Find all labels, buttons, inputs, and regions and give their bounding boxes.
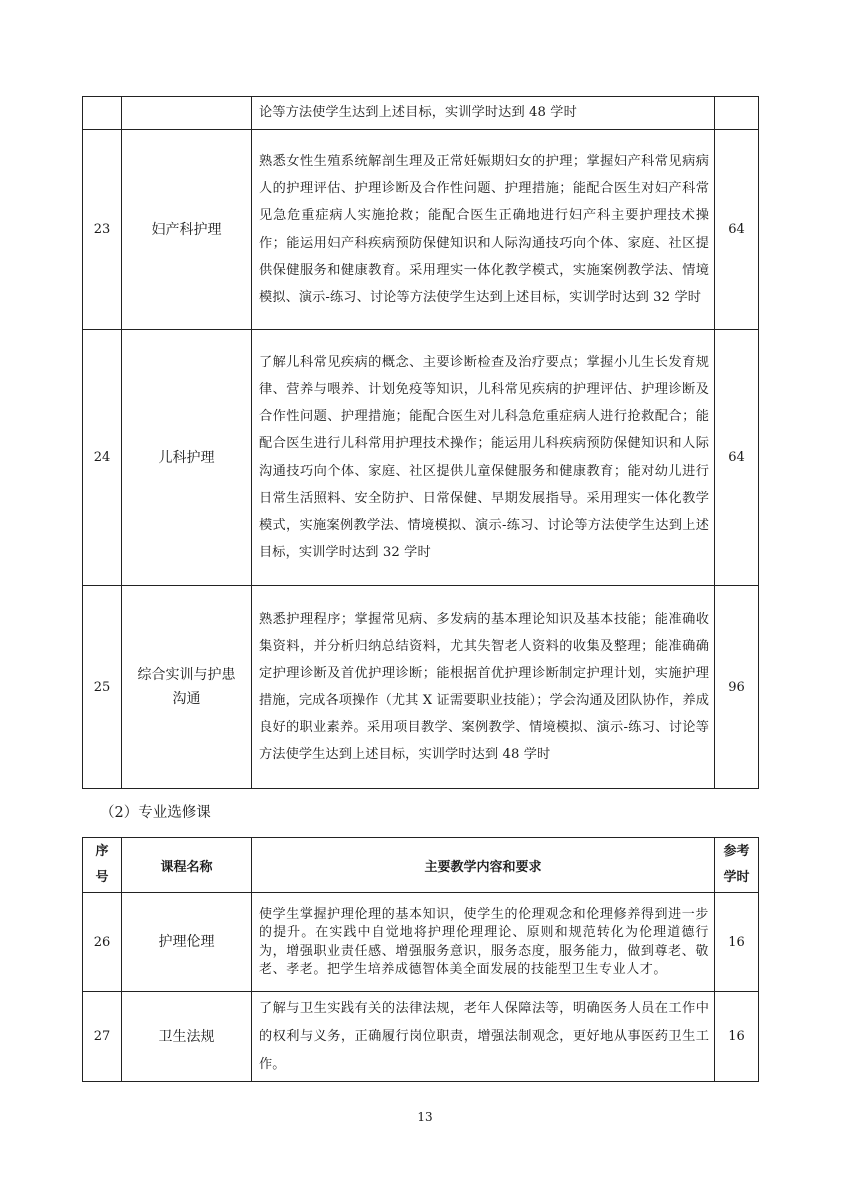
row-description: 使学生掌握护理伦理的基本知识，使学生的伦理观念和伦理修养得到进一步的提升。在实践中自觉地将护理伦理理论、原则和规范转化为伦理道德行为，增强职业责任感、增强服务意识，服务态度，服务能力，做到尊老、敬老、孝老。把学生培养成德智体美全面发展的技能型卫生专业人才。 bbox=[252, 893, 715, 992]
row-hours: 16 bbox=[715, 992, 759, 1082]
header-course-name: 课程名称 bbox=[122, 838, 252, 893]
row-hours: 16 bbox=[715, 893, 759, 992]
table-row bbox=[83, 992, 759, 1082]
row-course-name: 卫生法规 bbox=[122, 992, 252, 1082]
course-table-continued bbox=[82, 96, 759, 789]
table-row bbox=[83, 97, 759, 130]
row-seq: 24 bbox=[83, 330, 122, 586]
row-course-name: 护理伦理 bbox=[122, 893, 252, 992]
row-seq bbox=[83, 97, 122, 130]
row-course-name: 综合实训与护患沟通 bbox=[122, 586, 252, 789]
row-seq: 25 bbox=[83, 586, 122, 789]
row-hours: 64 bbox=[715, 130, 759, 330]
page-number: 13 bbox=[417, 1110, 433, 1124]
row-course-name: 儿科护理 bbox=[122, 330, 252, 586]
table-row bbox=[83, 586, 759, 789]
row-course-name: 妇产科护理 bbox=[122, 130, 252, 330]
header-hours: 参考学时 bbox=[715, 838, 759, 893]
row-description: 熟悉女性生殖系统解剖生理及正常妊娠期妇女的护理；掌握妇产科常见病病人的护理评估、护理诊断及合作性问题、护理措施；能配合医生对妇产科常见急危重症病人实施抢救；能配合医生正确地进行妇产科主要护理技术操作；能运用妇产科疾病预防保健知识和人际沟通技巧向个体、家庭、社区提供保健服务和健康教育。采用理实一体化教学模式，实施案例教学法、情境模拟、演示-练习、讨论等方法使学生达到上述目标，实训学时达到 32 学时 bbox=[252, 130, 715, 330]
row-hours bbox=[715, 97, 759, 130]
row-description: 了解与卫生实践有关的法律法规，老年人保障法等，明确医务人员在工作中的权利与义务，正确履行岗位职责，增强法制观念，更好地从事医药卫生工作。 bbox=[252, 992, 715, 1082]
header-description: 主要教学内容和要求 bbox=[252, 838, 715, 893]
section-title: （2）专业选修课 bbox=[100, 805, 211, 821]
row-description: 了解儿科常见疾病的概念、主要诊断检查及治疗要点；掌握小儿生长发育规律、营养与喂养、计划免疫等知识，儿科常见疾病的护理评估、护理诊断及合作性问题、护理措施；能配合医生对儿科急危重症病人进行抢救配合；能配合医生进行儿科常用护理技术操作；能运用儿科疾病预防保健知识和人际沟通技巧向个体、家庭、社区提供儿童保健服务和健康教育；能对幼儿进行日常生活照料、安全防护、日常保健、早期发展指导。采用理实一体化教学模式，实施案例教学法、情境模拟、演示-练习、讨论等方法使学生达到上述目标，实训学时达到 32 学时 bbox=[252, 330, 715, 586]
header-seq: 序号 bbox=[83, 838, 122, 893]
row-hours: 64 bbox=[715, 330, 759, 586]
table-header-row bbox=[83, 838, 759, 893]
table-row bbox=[83, 130, 759, 330]
row-seq: 23 bbox=[83, 130, 122, 330]
row-description: 论等方法使学生达到上述目标，实训学时达到 48 学时 bbox=[252, 97, 715, 130]
row-hours: 96 bbox=[715, 586, 759, 789]
table-row bbox=[83, 893, 759, 992]
row-course-name bbox=[122, 97, 252, 130]
elective-course-table bbox=[82, 837, 759, 1082]
row-seq: 26 bbox=[83, 893, 122, 992]
table-row bbox=[83, 330, 759, 586]
row-seq: 27 bbox=[83, 992, 122, 1082]
row-description: 熟悉护理程序；掌握常见病、多发病的基本理论知识及基本技能；能准确收集资料，并分析归纳总结资料，尤其失智老人资料的收集及整理；能准确确定护理诊断及首优护理诊断；能根据首优护理诊断制定护理计划，实施护理措施，完成各项操作（尤其 X 证需要职业技能）；学会沟通及团队协作，养成良好的职业素养。采用项目教学、案例教学、情境模拟、演示-练习、讨论等方法使学生达到上述目标，实训学时达到 48 学时 bbox=[252, 586, 715, 789]
